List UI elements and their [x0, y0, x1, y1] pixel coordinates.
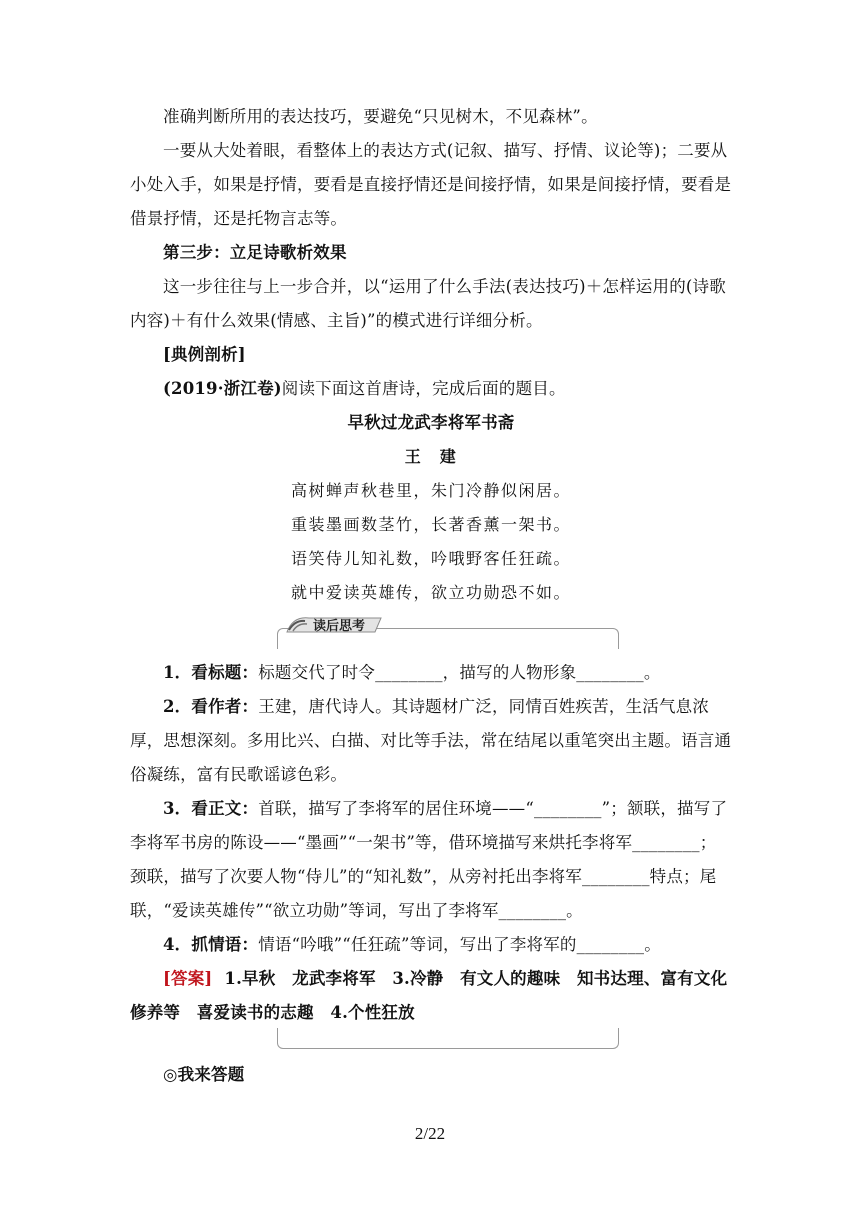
page-number: 2/22 — [414, 1124, 446, 1143]
poem-title: 早秋过龙武李将军书斋 — [347, 413, 515, 432]
example-intro — [130, 372, 732, 406]
think-item-1-text: 标题交代了时令________，描写的人物形象________。 — [258, 663, 661, 682]
think-box-badge — [283, 612, 383, 636]
example-source: (2019·浙江卷) — [163, 379, 282, 398]
poem-line-2: 重装墨画数茎竹，长著香薰一架书。 — [290, 515, 571, 534]
think-item-4 — [130, 928, 732, 962]
think-item-2-text: 王建，唐代诗人。其诗题材广泛，同情百姓疾苦，生活气息浓厚，思想深刻。多用比兴、白描、对比等手法，常在结尾以重笔突出主题。语言通俗凝练，富有民歌谣谚色彩。 — [130, 697, 732, 784]
paragraph-2: 一要从大处着眼，看整体上的表达方式(记叙、描写、抒情、议论等)；二要从小处入手，如果是抒情，要看是直接抒情还是间接抒情，如果是间接抒情，要看是借景抒情，还是托物言志等。 — [130, 141, 732, 228]
answer-label: [答案] — [163, 969, 213, 988]
think-item-3-label: 3．看正文： — [163, 799, 259, 818]
think-item-4-label: 4．抓情语： — [163, 935, 259, 954]
paragraph-1: 准确判断所用的表达技巧，要避免“只见树木，不见森林”。 — [163, 107, 598, 126]
think-item-3-text: 首联，描写了李将军的居住环境——“________”；颔联，描写了李将军书房的陈设——“墨画”“一架书”等，借环境描写来烘托李将军________；颈联，描写了次要人物“侍儿”的“知礼数”，从旁衬托出李将军________特点；尾联，“爱读英雄传”“欲立功勋”等词，写出了李将军________。 — [130, 799, 728, 920]
step3-heading: 第三步：立足诗歌析效果 — [163, 243, 347, 262]
answer-text: 1.早秋 龙武李将军 3.冷静 有文人的趣味 知书达理、富有文化修养等 喜爱读书的志趣 4.个性狂放 — [130, 969, 728, 1022]
example-instruction: 阅读下面这首唐诗，完成后面的题目。 — [281, 379, 566, 398]
poem-author: 王 建 — [404, 447, 458, 466]
poem-line-1: 高树蝉声秋巷里，朱门冷静似闲居。 — [290, 481, 571, 500]
think-box-bottom-frame — [277, 1028, 619, 1049]
think-item-1 — [130, 656, 732, 690]
think-item-4-text: 情语“吟哦”“任狂疏”等词，写出了李将军的________。 — [258, 935, 661, 954]
think-item-1-label: 1．看标题： — [163, 663, 259, 682]
answer-block — [130, 962, 732, 1030]
think-item-2-label: 2．看作者： — [163, 697, 259, 716]
think-box-badge-label: 读后思考 — [313, 619, 366, 634]
example-heading: [典例剖析] — [163, 345, 246, 364]
paragraph-3: 这一步往往与上一步合并，以“运用了什么手法(表达技巧)＋怎样运用的(诗歌内容)＋有什么效果(情感、主旨)”的模式进行详细分析。 — [130, 277, 726, 330]
poem-line-4: 就中爱读英雄传，欲立功勋恐不如。 — [290, 583, 571, 602]
poem-line-3: 语笑侍儿知礼数，吟哦野客任狂疏。 — [290, 549, 571, 568]
section-heading: ◎我来答题 — [163, 1065, 245, 1084]
think-item-3 — [130, 792, 732, 928]
think-item-2 — [130, 690, 732, 792]
